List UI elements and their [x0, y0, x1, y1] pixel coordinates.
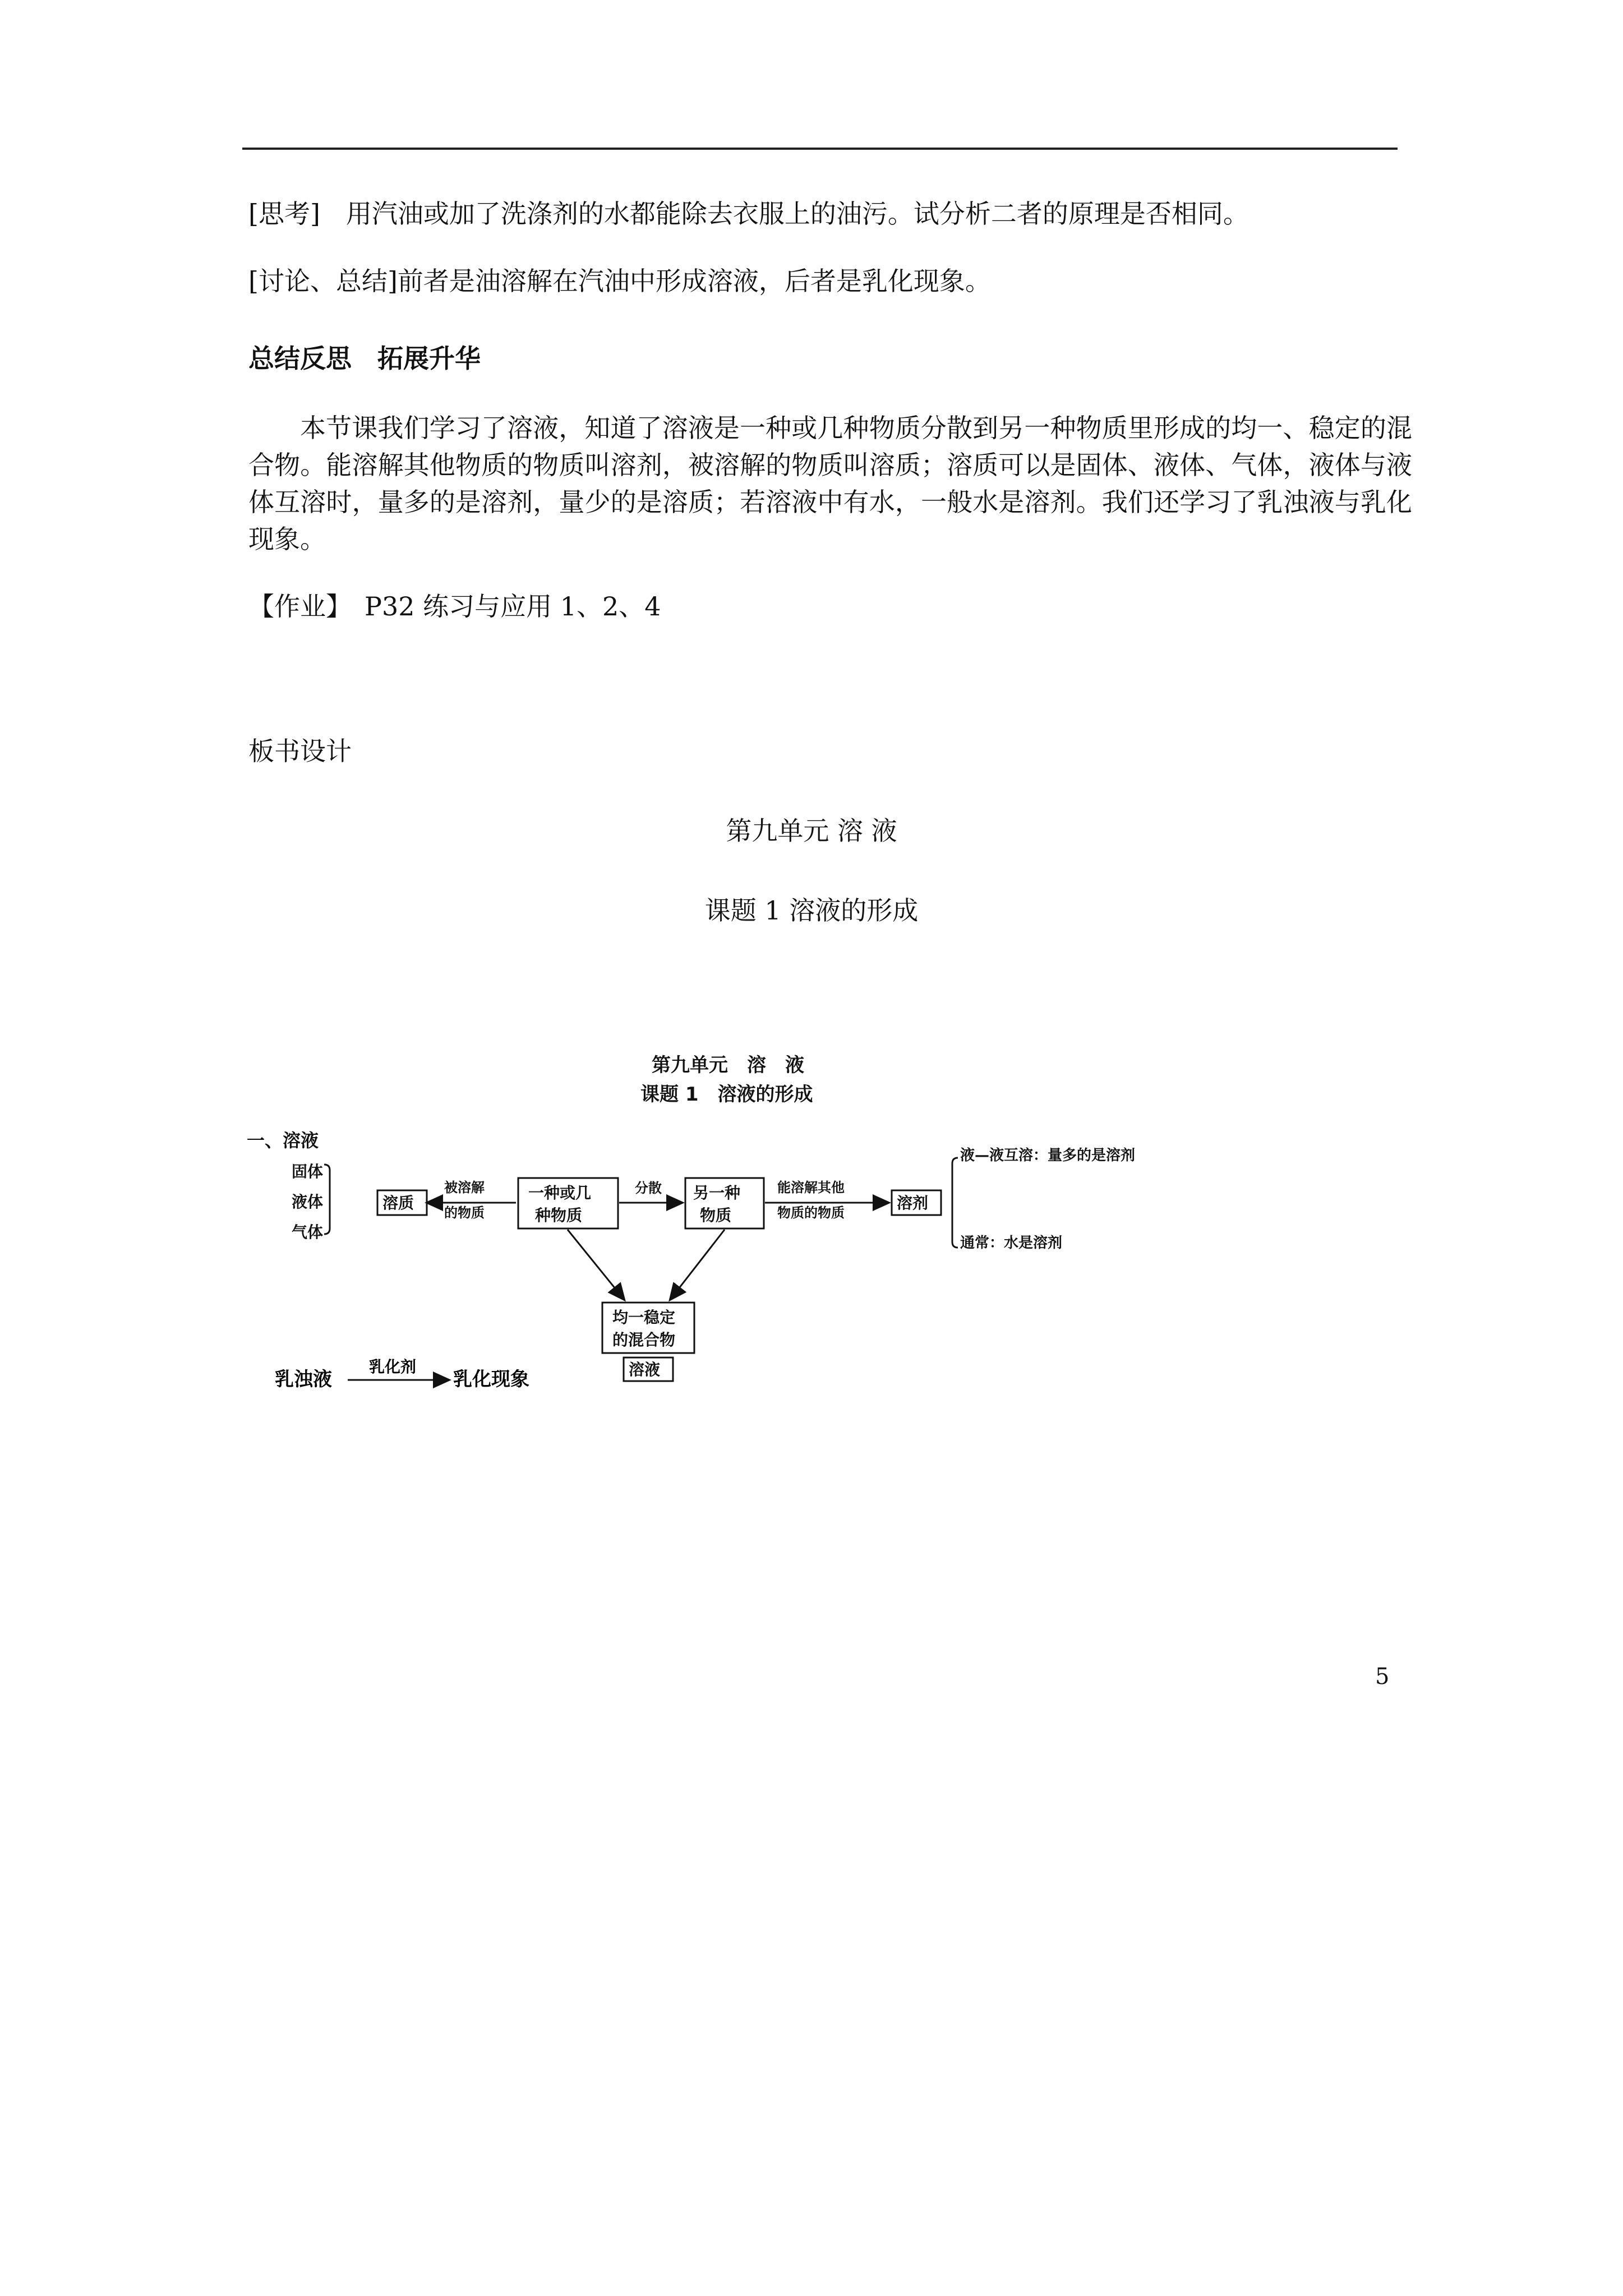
solution-label: 溶液: [629, 1360, 661, 1379]
emulsion-line: [275, 1352, 589, 1397]
solvent-label: 溶剂: [897, 1194, 929, 1212]
summary-heading: 总结反思 拓展升华: [248, 343, 481, 374]
state-gas: 气体: [292, 1223, 324, 1241]
think-question: [思考] 用汽油或加了洗涤剂的水都能除去衣服上的油污。试分析二者的原理是否相同。: [248, 199, 1249, 229]
solvent-rules-bracket: [952, 1158, 958, 1248]
solvent-desc-1: 能溶解其他: [777, 1180, 845, 1195]
homework: 【作业】 P32 练习与应用 1、2、4: [248, 591, 661, 622]
rule-water: 通常：水是溶剂: [960, 1235, 1063, 1251]
mixture-label-2: 的混合物: [612, 1331, 676, 1349]
header-rule: [242, 148, 1398, 150]
diagram-section: 一、溶液: [247, 1130, 319, 1151]
solution-concept-diagram: [247, 1038, 1256, 1397]
diagram-title: 第九单元 溶 液: [652, 1054, 804, 1076]
another-label-2: 物质: [700, 1206, 732, 1225]
another-label-1: 另一种: [693, 1184, 741, 1202]
emulsifier-label: 乳化剂: [369, 1358, 417, 1376]
discussion-summary: [讨论、总结]前者是油溶解在汽油中形成溶液，后者是乳化现象。: [248, 266, 991, 296]
rule-liquid: 液—液互溶：量多的是溶剂: [960, 1147, 1136, 1164]
states-bracket: [324, 1165, 330, 1234]
substance-label-2: 种物质: [535, 1206, 583, 1225]
arrow-to-mixture-left: [568, 1230, 625, 1300]
state-liquid: 液体: [292, 1193, 324, 1211]
solute-desc-1: 被溶解: [444, 1180, 485, 1195]
diagram-subtitle: 课题 1 溶液的形成: [640, 1083, 813, 1106]
board-design-label: 板书设计: [248, 736, 352, 766]
solute-label: 溶质: [382, 1194, 414, 1212]
disperse-label: 分散: [635, 1180, 662, 1196]
emulsification-label: 乳化现象: [453, 1368, 529, 1391]
solvent-desc-2: 物质的物质: [777, 1205, 845, 1221]
page-number: 5: [1375, 1664, 1390, 1690]
mixture-label-1: 均一稳定: [612, 1308, 676, 1327]
state-solid: 固体: [292, 1162, 324, 1181]
unit-title: 第九单元 溶 液: [726, 816, 897, 846]
summary-paragraph: 本节课我们学习了溶液，知道了溶液是一种或几种物质分散到另一种物质里形成的均一、稳定的混合物。能溶解其他物质的物质叫溶剂，被溶解的物质叫溶质；溶质可以是固体、液体、气体，液体与液体互溶时，量多的是溶剂，量少的是溶质；若溶液中有水，一般水是溶剂。我们还学习了乳浊液与乳化现象。: [248, 413, 1412, 554]
lesson-title: 课题 1 溶液的形成: [704, 895, 919, 926]
substance-label-1: 一种或几: [528, 1184, 592, 1202]
solute-desc-2: 的物质: [444, 1205, 485, 1221]
arrow-to-mixture-right: [670, 1230, 725, 1300]
emulsion-label: 乳浊液: [275, 1368, 332, 1391]
